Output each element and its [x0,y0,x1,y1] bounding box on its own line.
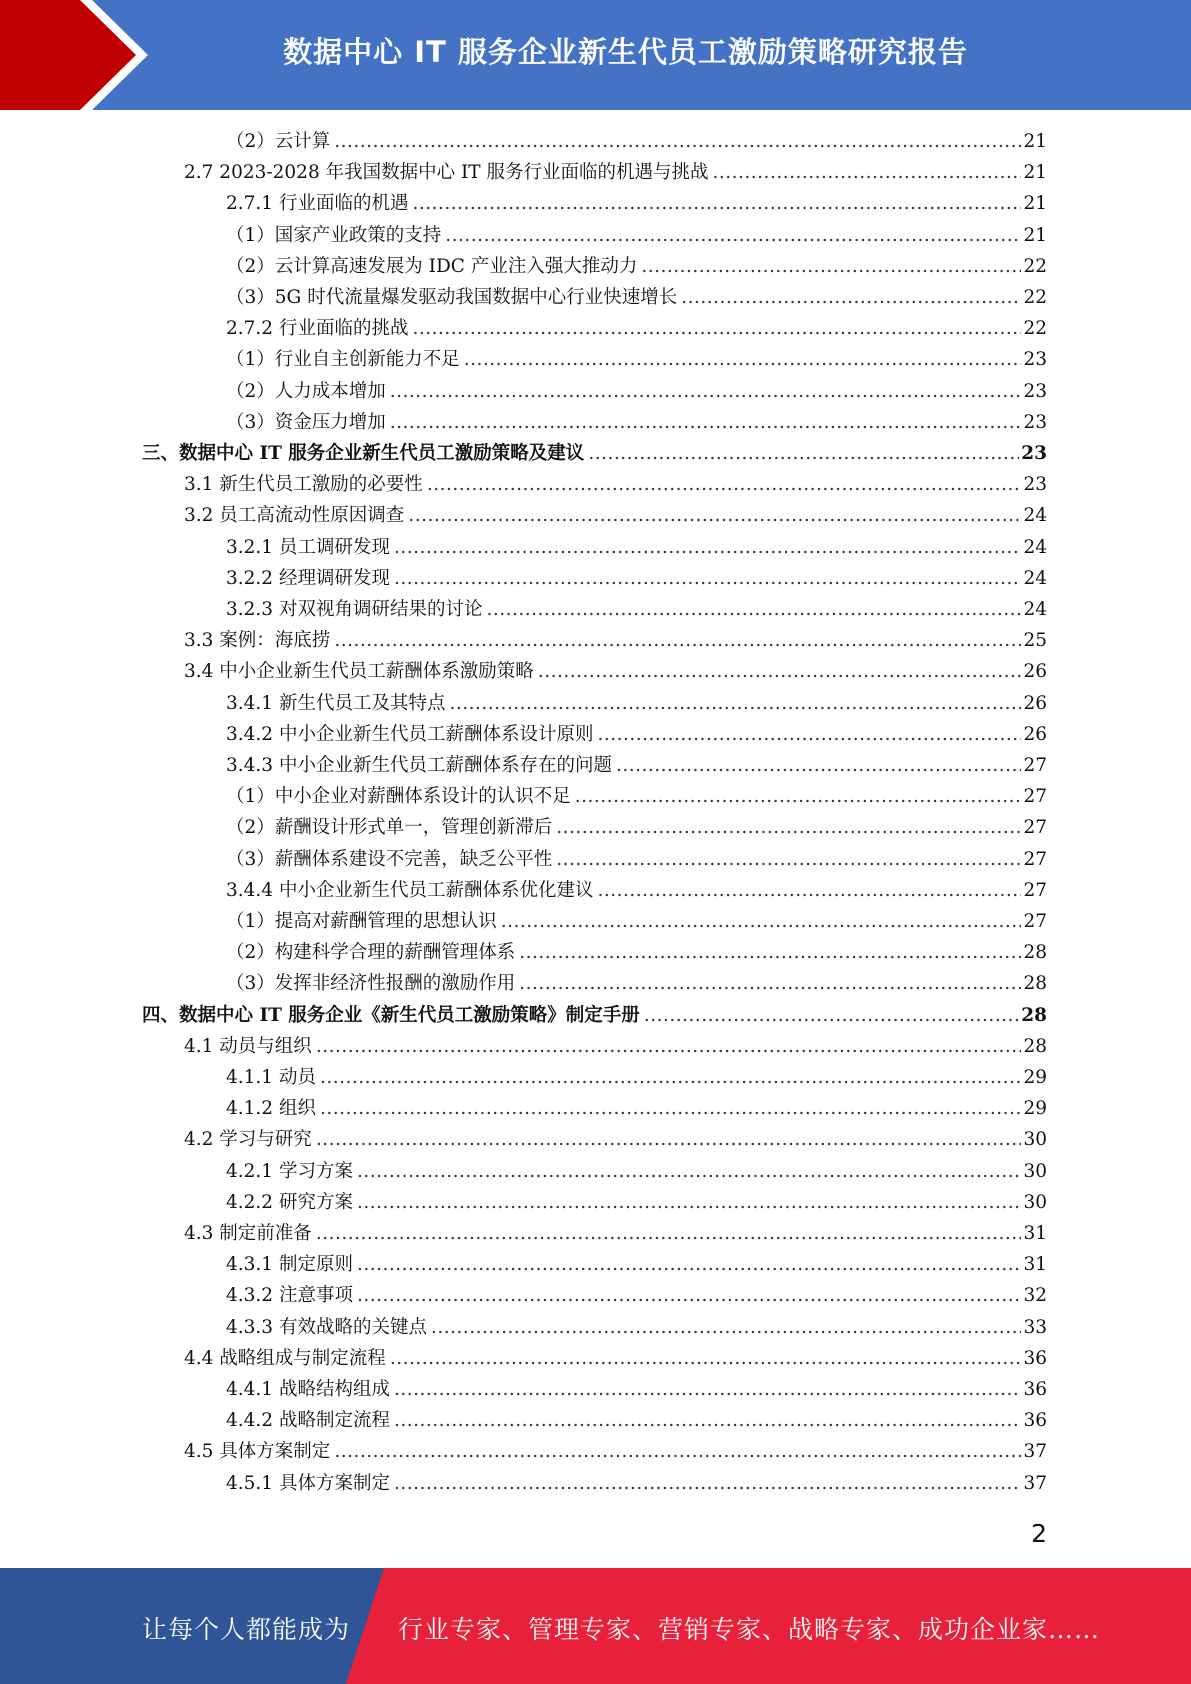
toc-entry-label: 4.5 具体方案制定 [184,1441,331,1463]
toc-leader-dots [334,1436,1021,1467]
toc-leader-dots [449,688,1021,719]
toc-entry-page: 27 [1023,786,1047,808]
toc-leader-dots [519,937,1021,968]
toc-entry[interactable] [226,532,1047,563]
toc-leader-dots [445,220,1021,251]
toc-entry-page: 30 [1023,1129,1047,1151]
toc-leader-dots [334,625,1021,656]
toc-entry[interactable] [226,407,1047,438]
toc-entry-label: 3.2.1 员工调研发现 [226,536,390,558]
toc-entry-page: 29 [1023,1098,1047,1120]
toc-entry-page: 29 [1023,1067,1047,1088]
toc-entry[interactable] [226,126,1047,157]
toc-entry[interactable] [226,1062,1047,1093]
toc-leader-dots [464,344,1022,375]
toc-entry-label: 3.4 中小企业新生代员工薪酬体系激励策略 [184,661,534,683]
toc-entry[interactable] [142,1000,1047,1031]
toc-entry-page: 23 [1023,349,1047,371]
toc-entry-label: 3.2.3 对双视角调研结果的讨论 [226,599,483,620]
toc-entry[interactable] [226,313,1047,344]
toc-entry-page: 23 [1021,443,1047,464]
toc-entry-page: 36 [1023,1379,1047,1400]
page-footer [0,1568,1191,1684]
toc-entry-page: 21 [1023,162,1047,184]
toc-entry-page: 24 [1023,599,1047,620]
toc-entry[interactable] [226,844,1047,875]
toc-entry[interactable] [226,875,1047,906]
toc-entry-page: 31 [1023,1223,1047,1244]
toc-leader-dots [431,1312,1021,1343]
toc-entry[interactable] [226,188,1047,219]
toc-leader-dots [556,844,1021,875]
toc-entry[interactable] [226,1280,1047,1311]
toc-entry-page: 22 [1023,287,1047,308]
toc-leader-dots [357,1280,1022,1311]
toc-entry-page: 21 [1023,224,1047,246]
toc-entry[interactable] [184,625,1047,656]
toc-entry-page: 30 [1023,1160,1047,1182]
toc-entry-page: 22 [1023,318,1047,340]
toc-entry-label: 4.1.2 组织 [226,1098,316,1120]
toc-leader-dots [641,251,1021,282]
toc-leader-dots [334,126,1021,157]
toc-entry[interactable] [226,1156,1047,1187]
toc-entry-page: 37 [1023,1472,1047,1494]
toc-entry[interactable] [226,563,1047,594]
toc-entry[interactable] [226,1249,1047,1280]
toc-entry[interactable] [184,1218,1047,1249]
toc-entry-label: 2.7.1 行业面临的机遇 [226,193,409,215]
toc-entry-page: 36 [1023,1410,1047,1432]
toc-leader-dots [519,968,1021,999]
toc-entry-page: 30 [1023,1191,1047,1213]
toc-entry-page: 26 [1023,692,1047,714]
toc-entry[interactable] [226,344,1047,375]
toc-entry-label: 3.4.3 中小企业新生代员工薪酬体系存在的问题 [226,755,612,776]
toc-entry-label: 3.1 新生代员工激励的必要性 [184,474,423,496]
toc-entry[interactable] [184,469,1047,500]
toc-leader-dots [556,812,1021,843]
toc-entry-page: 33 [1023,1316,1047,1338]
toc-entry-page: 24 [1023,567,1047,589]
toc-entry-page: 28 [1021,1004,1047,1026]
toc-leader-dots [357,1249,1022,1280]
toc-entry[interactable] [226,1312,1047,1343]
toc-leader-dots [394,1468,1021,1499]
toc-entry-page: 37 [1023,1441,1047,1463]
toc-leader-dots [412,188,1021,219]
toc-entry-label: （1）中小企业对薪酬体系设计的认识不足 [226,786,571,808]
toc-entry-page: 24 [1023,505,1047,527]
toc-entry-label: 3.2 员工高流动性原因调查 [184,505,405,527]
page-header [0,0,1191,110]
toc-entry-page: 27 [1023,911,1047,932]
toc-entry[interactable] [226,968,1047,999]
toc-entry-label: 3.2.2 经理调研发现 [226,567,390,589]
toc-entry-page: 23 [1023,474,1047,496]
toc-entry[interactable] [226,251,1047,282]
toc-entry-label: （2）人力成本增加 [226,380,386,402]
toc-entry[interactable] [226,594,1047,625]
toc-entry[interactable] [226,1093,1047,1124]
toc-entry-label: （2）构建科学合理的薪酬管理体系 [226,942,516,964]
toc-leader-dots [616,750,1021,781]
toc-entry-label: （3）资金压力增加 [226,411,386,433]
toc-entry-page: 23 [1023,411,1047,433]
toc-entry[interactable] [184,1031,1047,1062]
toc-entry-label: 4.3.3 有效战略的关键点 [226,1316,427,1338]
toc-entry-label: 三、数据中心 IT 服务企业新生代员工激励策略及建议 [142,443,585,464]
toc-entry-page: 27 [1023,817,1047,839]
toc-entry[interactable] [226,688,1047,719]
toc-entry-label: （3）发挥非经济性报酬的激励作用 [226,973,516,995]
toc-entry-label: 4.3.1 制定原则 [226,1254,353,1276]
toc-entry-page: 32 [1023,1285,1047,1307]
toc-leader-dots [427,469,1022,500]
toc-leader-dots [408,500,1021,531]
toc-entry-label: 4.2.1 学习方案 [226,1160,353,1182]
toc-leader-dots [501,906,1022,937]
toc-entry[interactable] [226,937,1047,968]
toc-leader-dots [713,157,1022,188]
toc-entry[interactable] [184,1124,1047,1155]
toc-entry-label: 4.4 战略组成与制定流程 [184,1347,386,1369]
toc-leader-dots [394,563,1021,594]
toc-entry-label: 4.3.2 注意事项 [226,1285,353,1307]
toc-entry-label: （3）薪酬体系建设不完善，缺乏公平性 [226,848,553,870]
toc-leader-dots [644,1000,1019,1031]
toc-entry-page: 26 [1023,661,1047,683]
toc-entry-label: 4.2 学习与研究 [184,1129,312,1151]
toc-entry-label: 四、数据中心 IT 服务企业《新生代员工激励策略》制定手册 [142,1004,640,1026]
toc-entry-label: 2.7.2 行业面临的挑战 [226,318,409,340]
toc-entry[interactable] [226,906,1047,937]
toc-entry-page: 31 [1023,1254,1047,1276]
toc-leader-dots [412,313,1021,344]
toc-entry[interactable] [226,781,1047,812]
toc-entry-label: （2）云计算高速发展为 IDC 产业注入强大推动力 [226,255,638,277]
toc-entry-label: （1）行业自主创新能力不足 [226,349,460,371]
toc-entry[interactable] [226,1374,1047,1405]
toc-leader-dots [575,781,1022,812]
toc-leader-dots [390,407,1022,438]
toc-entry-label: （3）5G 时代流量爆发驱动我国数据中心行业快速增长 [226,287,678,308]
toc-entry[interactable] [226,719,1047,750]
toc-leader-dots [394,532,1021,563]
toc-entry-label: 4.4.1 战略结构组成 [226,1379,390,1400]
page-number: 2 [1031,1519,1047,1548]
toc-leader-dots [320,1093,1022,1124]
toc-entry[interactable] [184,1343,1047,1374]
toc-leader-dots [390,376,1022,407]
toc-entry[interactable] [226,1187,1047,1218]
toc-entry[interactable] [142,438,1047,469]
toc-entry-label: 4.1.1 动员 [226,1067,316,1088]
toc-leader-dots [588,438,1019,469]
toc-entry-page: 28 [1023,973,1047,995]
toc-leader-dots [538,656,1022,687]
toc-entry-label: （2）云计算 [226,131,331,152]
toc-entry-page: 21 [1023,131,1047,152]
toc-entry[interactable] [226,220,1047,251]
toc-entry-page: 22 [1023,255,1047,277]
toc-entry-label: 3.4.2 中小企业新生代员工薪酬体系设计原则 [226,723,594,745]
toc-entry-page: 28 [1023,1035,1047,1057]
footer-slogan-right: 行业专家、管理专家、营销专家、战略专家、成功企业家…… [398,1615,1101,1644]
toc-entry[interactable] [184,656,1047,687]
toc-leader-dots [486,594,1021,625]
toc-entry-page: 27 [1023,879,1047,901]
toc-entry-label: 4.3 制定前准备 [184,1223,312,1244]
toc-entry[interactable] [226,282,1047,313]
toc-leader-dots [597,719,1021,750]
toc-leader-dots [320,1062,1022,1093]
toc-entry[interactable] [226,376,1047,407]
toc-leader-dots [390,1343,1022,1374]
footer-slogan-left: 让每个人都能成为 [142,1615,351,1644]
toc-entry-page: 26 [1023,723,1047,745]
toc-leader-dots [316,1218,1022,1249]
toc-entry-page: 36 [1023,1347,1047,1369]
toc-entry-label: 4.5.1 具体方案制定 [226,1472,390,1494]
toc-entry-label: （1）提高对薪酬管理的思想认识 [226,911,497,932]
toc-entry-page: 28 [1023,942,1047,964]
toc-entry-label: 4.4.2 战略制定流程 [226,1410,390,1432]
toc-entry-label: 4.2.2 研究方案 [226,1191,353,1213]
toc-entry-label: 3.4.1 新生代员工及其特点 [226,692,446,714]
toc-entry-label: 2.7 2023-2028 年我国数据中心 IT 服务行业面临的机遇与挑战 [184,162,709,184]
toc-entry-page: 24 [1023,536,1047,558]
toc-entry-page: 27 [1023,848,1047,870]
toc-entry-label: （1）国家产业政策的支持 [226,224,442,246]
toc-entry[interactable] [226,1405,1047,1436]
toc-entry[interactable] [226,812,1047,843]
header-title: 数据中心 IT 服务企业新生代员工激励策略研究报告 [283,35,968,69]
toc-entry[interactable] [226,1468,1047,1499]
toc-leader-dots [316,1124,1022,1155]
toc-entry-label: （2）薪酬设计形式单一，管理创新滞后 [226,817,553,839]
toc-leader-dots [394,1405,1021,1436]
toc-entry[interactable] [184,157,1047,188]
toc-leader-dots [681,282,1021,313]
toc-entry-page: 21 [1023,193,1047,215]
toc-leader-dots [357,1156,1022,1187]
toc-leader-dots [597,875,1021,906]
toc-leader-dots [316,1031,1022,1062]
toc-entry[interactable] [184,1436,1047,1467]
toc-entry-label: 4.1 动员与组织 [184,1035,312,1057]
toc-leader-dots [357,1187,1022,1218]
toc-entry-page: 23 [1023,380,1047,402]
toc-entry-page: 25 [1023,630,1047,652]
toc-entry-label: 3.4.4 中小企业新生代员工薪酬体系优化建议 [226,879,594,901]
toc-entry[interactable] [184,500,1047,531]
toc-entry[interactable] [226,750,1047,781]
toc-entry-label: 3.3 案例：海底捞 [184,630,331,652]
toc-leader-dots [394,1374,1021,1405]
toc-entry-page: 27 [1023,755,1047,776]
